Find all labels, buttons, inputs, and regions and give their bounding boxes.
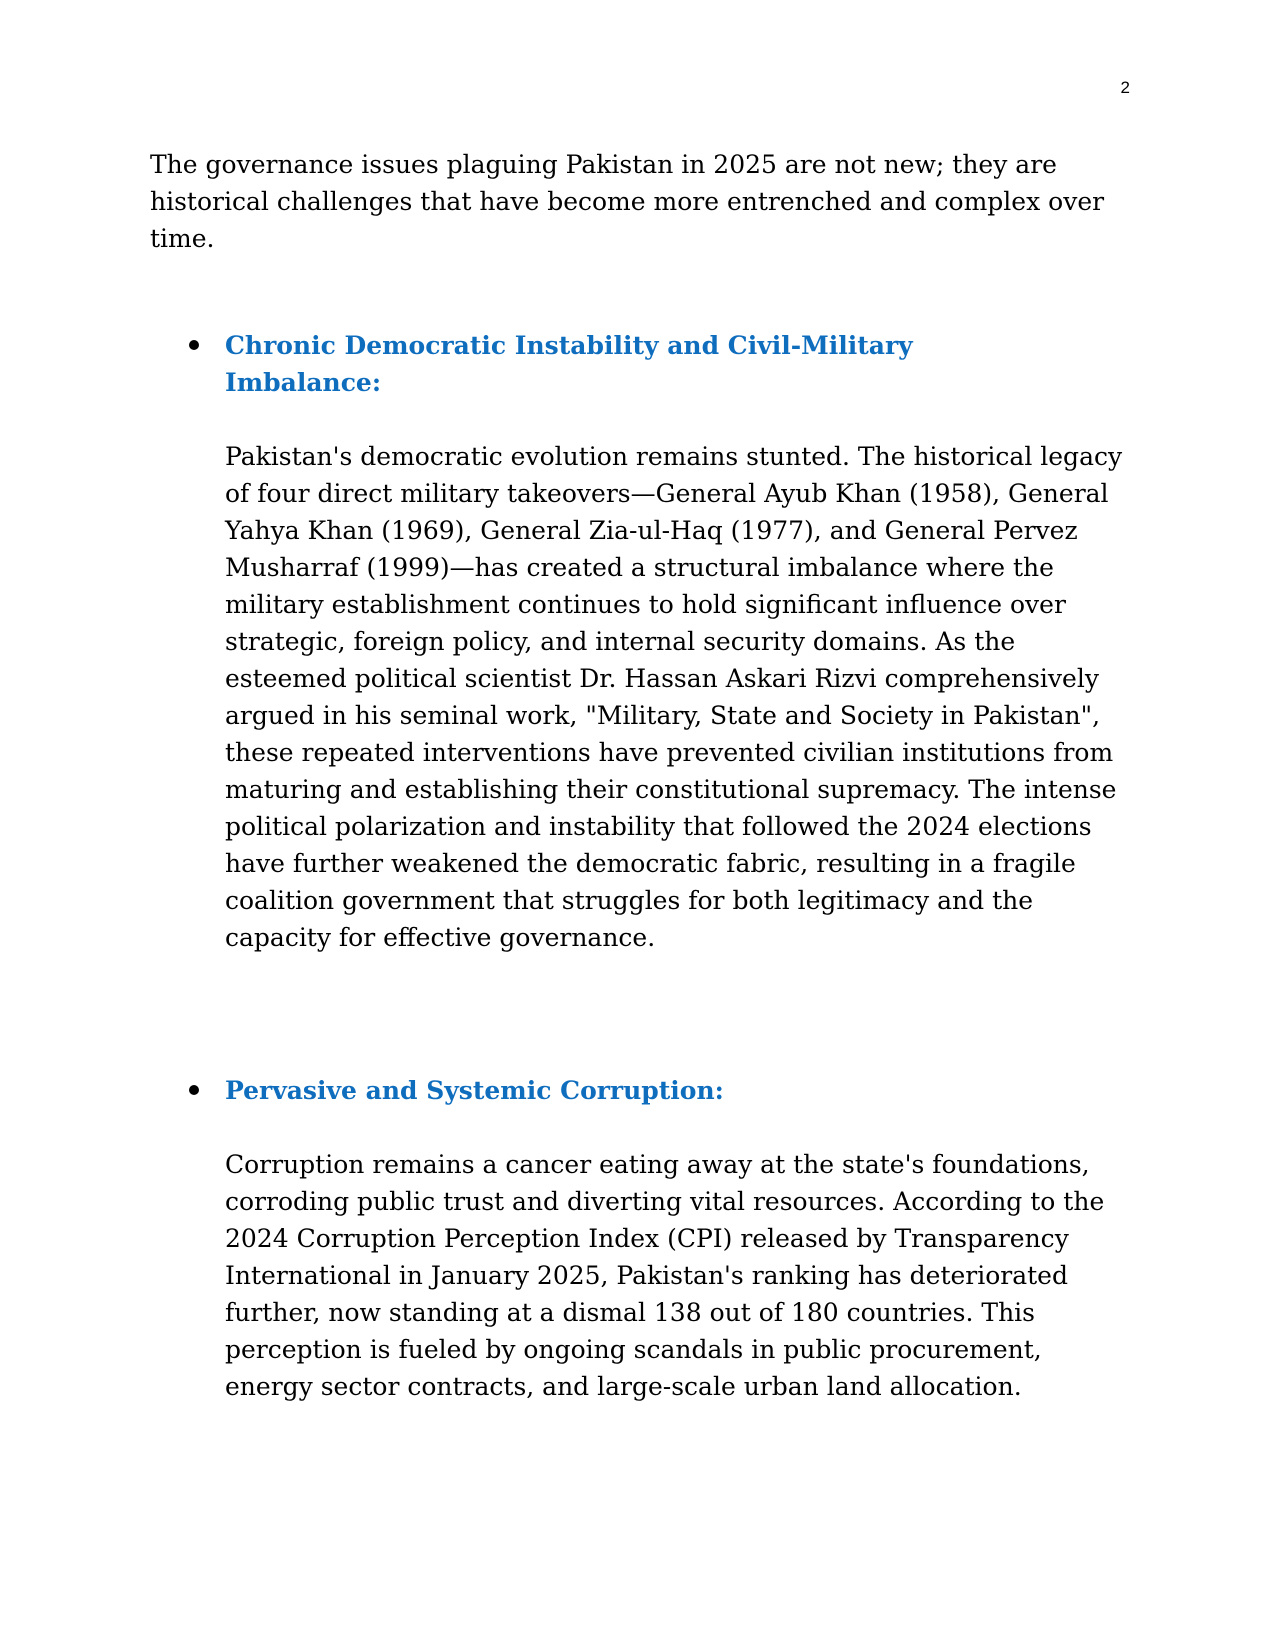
intro-paragraph: The governance issues plaguing Pakistan in 2025 are not new; they are historical challenges that have become more entrenched and complex over time. xyxy=(150,150,1105,253)
section-civil-military xyxy=(186,327,1150,956)
section-corruption xyxy=(186,1072,1150,1405)
section-heading: Pervasive and Systemic Corruption: xyxy=(225,1076,724,1105)
section-heading: Chronic Democratic Instability and Civil-Military Imbalance: xyxy=(225,331,913,397)
bullet-item xyxy=(186,1072,1150,1109)
section-body: Pakistan's democratic evolution remains stunted. The historical legacy of four direct military takeovers—General Ayub Khan (1958), General Yahya Khan (1969), General Zia-ul-Haq (1977), and General Pervez Musharraf (1999)—has created a structural imbalance where the military establishment continues to hold significant influence over strategic, foreign policy, and internal security domains. As the esteemed political scientist Dr. Hassan Askari Rizvi comprehensively argued in his seminal work, "Military, State and Society in Pakistan", these repeated interventions have prevented civilian institutions from maturing and establishing their constitutional supremacy. The intense political polarization and instability that followed the 2024 elections have further weakened the democratic fabric, resulting in a fragile coalition government that struggles for both legitimacy and the capacity for effective governance. xyxy=(225,442,1123,952)
page-number: 2 xyxy=(1120,78,1130,97)
bullet-icon xyxy=(189,1085,199,1095)
bullet-item xyxy=(186,327,1150,401)
bullet-icon xyxy=(189,340,199,350)
section-body: Corruption remains a cancer eating away at the state's foundations, corroding public trust and diverting vital resources. According to the 2024 Corruption Perception Index (CPI) released by Transparency International in January 2025, Pakistan's ranking has deteriorated further, now standing at a dismal 138 out of 180 countries. This perception is fueled by ongoing scandals in public procurement, energy sector contracts, and large-scale urban land allocation. xyxy=(225,1150,1105,1401)
